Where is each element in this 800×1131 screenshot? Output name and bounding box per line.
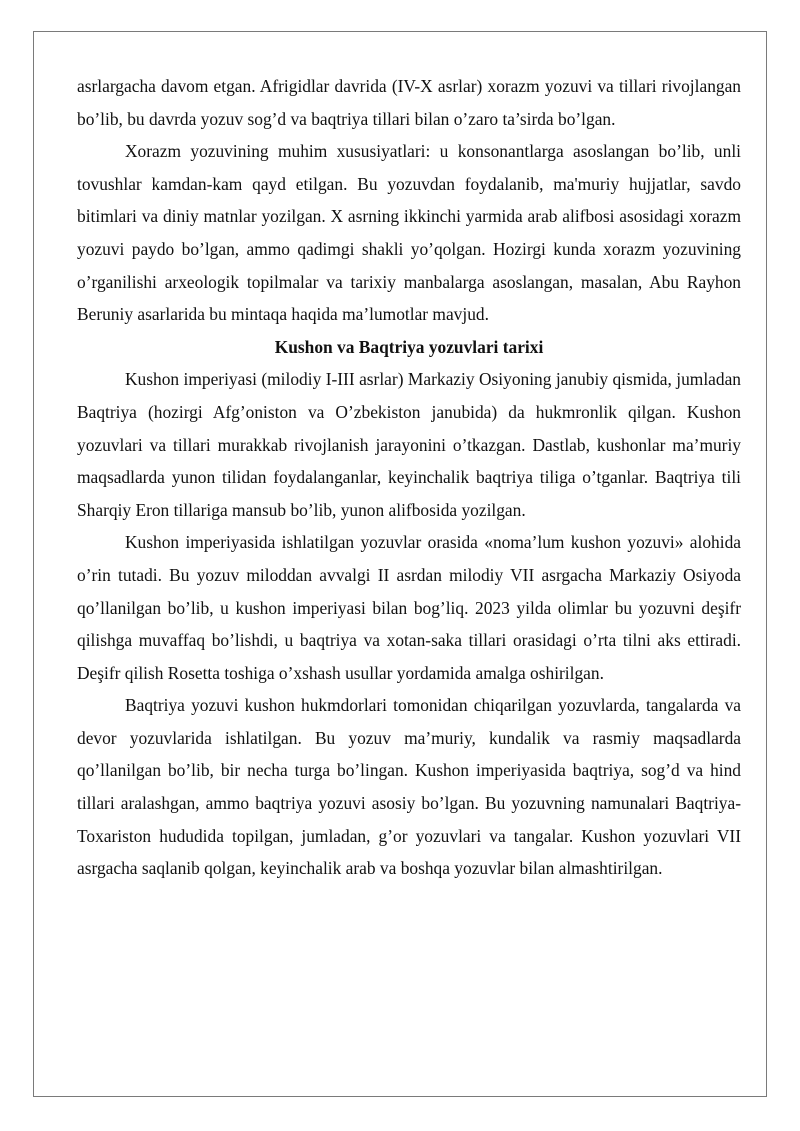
document-body <box>77 70 741 885</box>
paragraph-bactrian-script: Baqtriya yozuvi kushon hukmdorlari tomonidan chiqarilgan yozuvlarda, tangalarda va devor yozuvlarida ishlatilgan. Bu yozuv ma’muriy, kundalik va rasmiy maqsadlarda qo’llanilgan bo’lib, bir necha turga bo’lingan. Kushon imperiyasida baqtriya, sog’d va hind tillari aralashgan, ammo baqtriya yozuvi asosiy bo’lgan. Bu yozuvning namunalari Baqtriya-Toxariston hududida topilgan, jumladan, g’or yozuvlari va tangalar. Kushon yozuvlari VII asrgacha saqlanib qolgan, keyinchalik arab va boshqa yozuvlar bilan almashtirilgan. <box>77 695 741 879</box>
paragraph-unknown-kushan-script: Kushon imperiyasida ishlatilgan yozuvlar orasida «noma’lum kushon yozuvi» alohida o’rin tutadi. Bu yozuv miloddan avvalgi II asrdan milodiy VII asrgacha Markaziy Osiyoda qo’llanilgan bo’lib, u kushon imperiyasi bilan bog’liq. 2023 yilda olimlar bu yozuvni deşifr qilishga muvaffaq bo’lishdi, u baqtriya va xotan-saka tillari orasidagi o’rta tilni aks ettiradi. Deşifr qilish Rosetta toshiga o’xshash usullar yordamida amalga oshirilgan. <box>77 532 741 683</box>
paragraph-kushon-empire: Kushon imperiyasi (milodiy I-III asrlar) Markaziy Osiyoning janubiy qismida, jumladan Baqtriya (hozirgi Afg’oniston va O’zbekiston janubida) da hukmronlik qilgan. Kushon yozuvlari va tillari murakkab rivojlanish jarayonini o’tkazgan. Dastlab, kushonlar ma’muriy maqsadlarda yunon tilidan foydalanganlar, keyinchalik baqtriya tiliga o’tganlar. Baqtriya tili Sharqiy Eron tillariga mansub bo’lib, yunon alifbosida yozilgan. <box>77 369 741 520</box>
paragraph-continued: asrlargacha davom etgan. Afrigidlar davrida (IV-X asrlar) xorazm yozuvi va tillari rivojlangan bo’lib, bu davrda yozuv sog’d va baqtriya tillari bilan o’zaro ta’sirda bo’lgan. <box>77 76 741 129</box>
section-heading: Kushon va Baqtriya yozuvlari tarixi <box>274 336 544 357</box>
paragraph-xorazm-features: Xorazm yozuvining muhim xususiyatlari: u konsonantlarga asoslangan bo’lib, unli tovushlar kamdan-kam qayd etilgan. Bu yozuvdan foydalanib, ma'muriy hujjatlar, savdo bitimlari va diniy matnlar yozilgan. X asrning ikkinchi yarmida arab alifbosi asosidagi xorazm yozuvi paydo bo’lgan, ammo qadimgi shakli yo’qolgan. Hozirgi kunda xorazm yozuvining o’rganilishi arxeologik topilmalar va tarixiy manbalarga asoslangan, masalan, Abu Rayhon Beruniy asarlarida bu mintaqa haqida ma’lumotlar mavjud. <box>77 141 741 325</box>
